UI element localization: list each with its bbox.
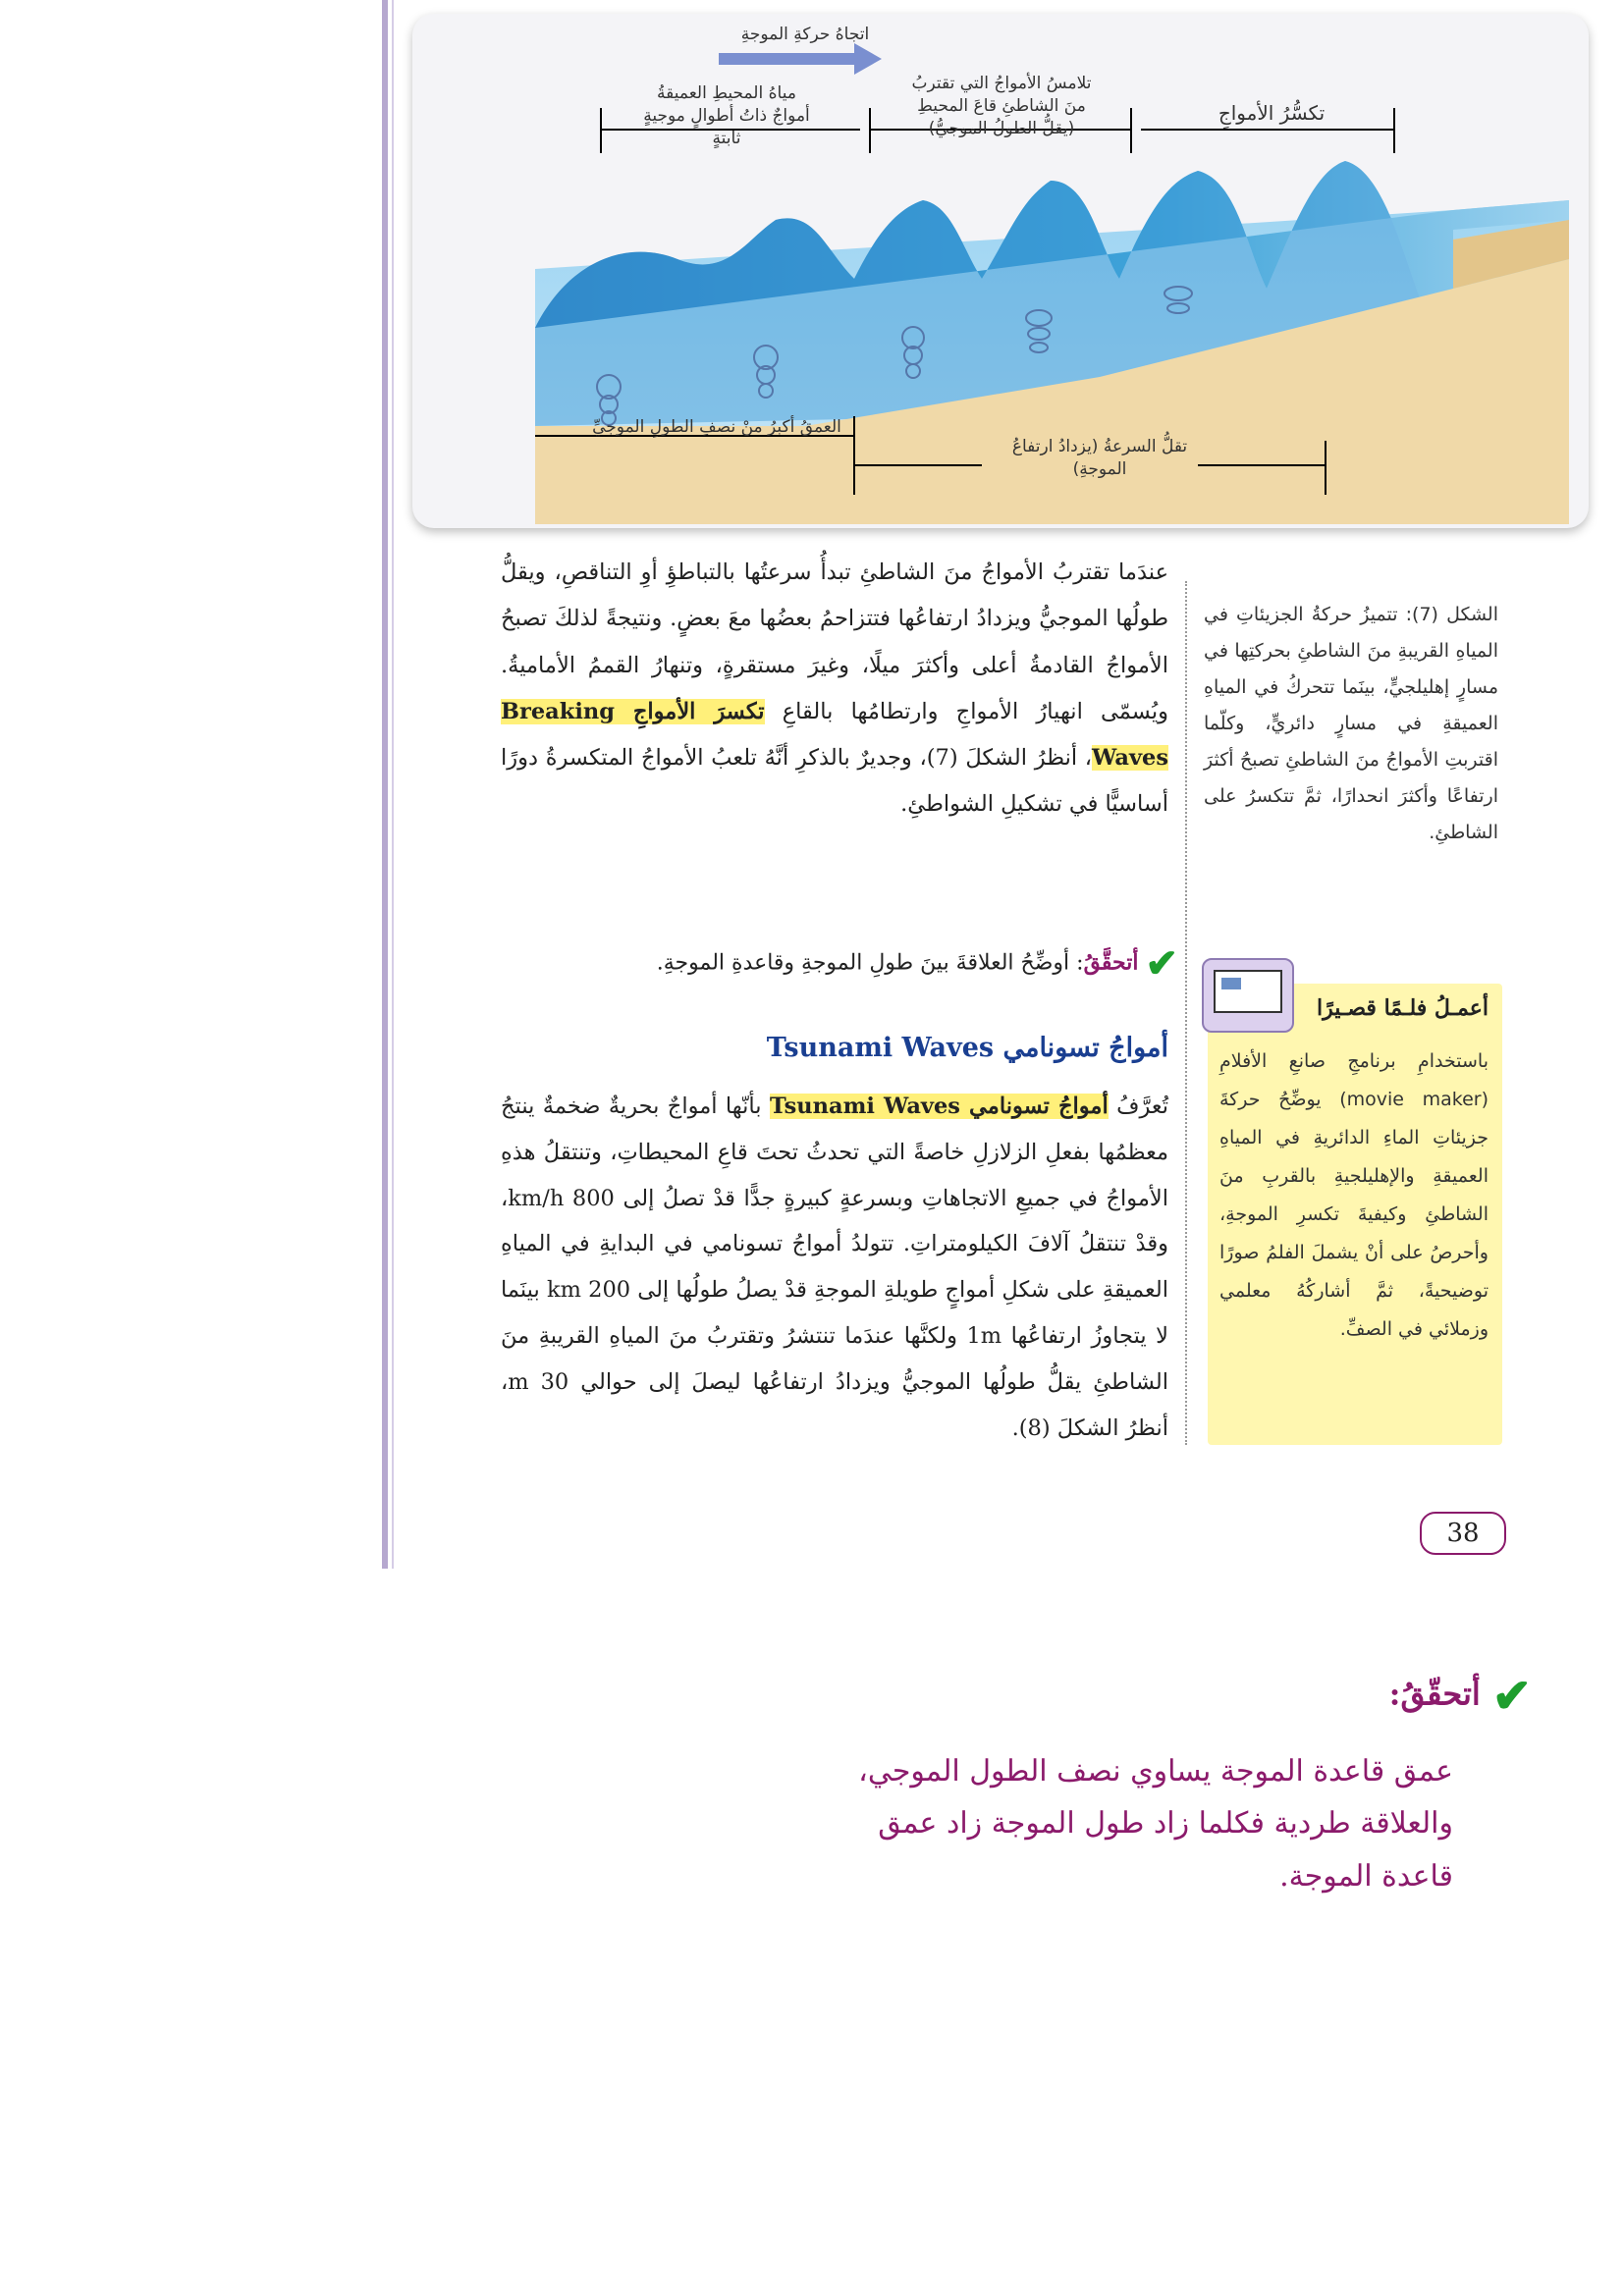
breaking-waves-paragraph: [501, 550, 1168, 828]
breaking-waves-term: تكسرَ الأمواجِ Breaking Waves: [501, 698, 1168, 771]
answer-line-2: والعلاقة طردية فكلما زاد طول الموجة زاد عمق: [878, 1806, 1453, 1842]
film-icon: [1202, 958, 1294, 1033]
check-label: أتحقَّقُ: [1083, 949, 1139, 976]
depth-label: العمقُ أكبرُ منْ نصفِ الطولِ الموجيِّ: [592, 417, 841, 437]
tsunami-text-start: تُعرَّفُ: [1108, 1094, 1168, 1119]
direction-arrow: [719, 43, 882, 75]
page-margin-line-inner: [392, 0, 394, 1569]
answer-text: [766, 1745, 1453, 1902]
checkmark-icon: ✔: [1145, 940, 1178, 987]
answer-line-3: قاعدة الموجة.: [1279, 1858, 1453, 1894]
paragraph-text-start: عندَما تقتربُ الأمواجُ منَ الشاطئِ تبدأُ سرعتُها بالتباطؤِ أوِ التناقصِ، ويقلُّ طولُها الموجيُّ ويزدادُ ارتفاعُها فتتزاحمُ بعضُها معَ بعضٍ. ونتيجةً لذلكَ تصبحُ الأمواجُ القادمةُ أعلى وأكثرَ ميلًا، وغيرَ مستقرةٍ، وتنهارُ القممُ الأماميةُ. ويُسمّى انهيارُ الأمواجِ وارتطامُها بالقاعِ: [501, 560, 1169, 724]
page-number: 38: [1420, 1512, 1506, 1555]
answer-checkmark-icon: ✔: [1491, 1669, 1532, 1724]
breaking-label: تكسُّرُ الأمواجِ: [1218, 101, 1326, 125]
column-divider: [1185, 581, 1187, 1445]
speed-label: تقلُّ السرعةُ (يزدادُ ارتفاعُ الموجةِ): [1011, 437, 1188, 479]
activity-box: [1208, 984, 1502, 1445]
figure-caption: الشكل (7): تتميزُ حركةُ الجزيئاتِ في المياهِ القريبةِ منَ الشاطئِ بحركتِها في مسارٍ إهليلجيٍّ، بينَما تتحركُ في المياهِ العميقةِ في مسارٍ دائريٍّ، وكلّما اقتربتِ الأمواجُ منَ الشاطئِ تصبحُ أكثرَ ارتفاعًا وأكثرَ انحدارًا، ثمَّ تتكسرُ على الشاطئِ.: [1204, 604, 1498, 844]
activity-title: أعمـلُ فلـمًا قصـيرًا: [1317, 995, 1489, 1021]
answer-section: [766, 1669, 1532, 1902]
tsunami-term: أمواجُ تسونامي Tsunami Waves: [769, 1094, 1109, 1119]
deep-water-label: مياهُ المحيطِ العميقةُ أمواجٌ ذاتُ أطوالٍ موجيةٍ ثابتةٍ: [643, 83, 810, 148]
activity-body: باستخدامِ برنامجِ صانعِ الأفلامِ (movie maker) يوضِّحُ حركةَ جزيئاتِ الماءِ الدائريةِ في المياهِ العميقةِ والإهليلجيةِ بالقربِ منَ الشاطئِ وكيفيةَ تكسرِ الموجةِ، وأحرصُ على أنْ يشملَ الفلمُ صورًا توضيحيةً، ثمَّ أشاركُهُ معلمي وزملائي في الصفِّ.: [1219, 1050, 1489, 1340]
answer-title: أتحقّقُ:: [1388, 1675, 1481, 1713]
wave-figure: [412, 14, 1589, 528]
answer-line-1: عمق قاعدة الموجة يساوي نصف الطول الموجي،: [858, 1754, 1453, 1789]
tsunami-text-end: بأنّها أمواجٌ بحريةٌ ضخمةٌ ينتجُ معظمُها بفعلِ الزلازلِ خاصةً التي تحدثُ تحتَ قاعِ المحيطاتِ، وتنتقلُ هذهِ الأمواجُ في جميعِ الاتجاهاتِ وبسرعةٍ كبيرةٍ جدًّا قدْ تصلُ إلى 800 km/h، وقدْ تنتقلُ آلافَ الكيلومتراتِ. تتولدُ أمواجُ تسونامي في البدايةِ في المياهِ العميقةِ على شكلِ أمواجٍ طويلةِ الموجةِ قدْ يصلُ طولُها إلى 200 km بينَما لا يتجاوزُ ارتفاعُها 1m ولكنَّها عندَما تنتشرُ وتقتربُ منَ المياهِ القريبةِ منَ الشاطئِ يقلُّ طولُها الموجيُّ ويزدادُ ارتفاعُها ليصلَ إلى حوالي 30 m، أنظرُ الشكلَ (8).: [501, 1094, 1168, 1441]
paragraph-text-end: ، أنظرُ الشكلَ (7)، وجديرٌ بالذكرِ أنَّهُ تلعبُ الأمواجُ المتكسرةُ دورًا أساسيًّا في تشكيلِ الشواطئِ.: [501, 745, 1168, 818]
direction-label: اتجاهُ حركةِ الموجةِ: [740, 25, 870, 44]
answer-heading: [766, 1669, 1532, 1724]
page-margin-line: [382, 0, 388, 1569]
check-question-text: : أوضِّحُ العلاقةَ بينَ طولِ الموجةِ وقاعدةِ الموجةِ.: [656, 950, 1084, 976]
check-question: [550, 940, 1178, 987]
section-title-tsunami: أمواجُ تسونامي Tsunami Waves: [766, 1033, 1168, 1063]
approach-label: تلامسُ الأمواجُ التي تقتربُ منَ الشاطئِ قاعَ المحيطِ (يقلُّ الطولُ الموجيُّ): [911, 74, 1092, 138]
tsunami-paragraph: [501, 1084, 1168, 1451]
